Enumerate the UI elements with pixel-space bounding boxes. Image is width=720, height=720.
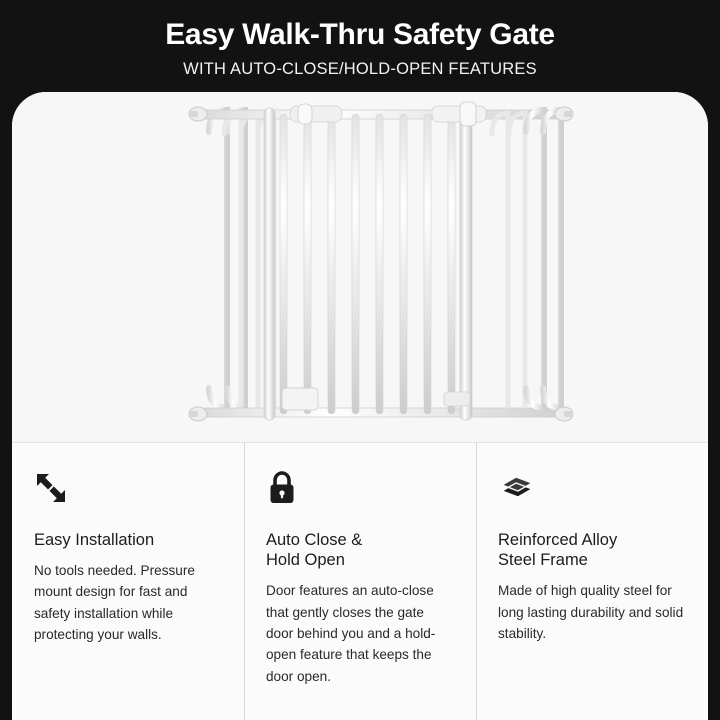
feature-title-line1: Reinforced Alloy [498, 531, 618, 549]
feature-auto-close-hold-open [244, 442, 476, 720]
feature-title: Easy Installation [34, 531, 155, 549]
steel-plates-icon [498, 468, 538, 508]
feature-body: No tools needed. Pressure mount design for fast and safety installation while protecting your walls. [34, 563, 195, 643]
page-title: Easy Walk-Thru Safety Gate [165, 17, 555, 51]
page-subtitle: WITH AUTO-CLOSE/HOLD-OPEN FEATURES [183, 59, 537, 78]
header [0, 0, 720, 92]
feature-title-line1: Auto Close & [266, 531, 363, 549]
feature-easy-installation [12, 442, 244, 720]
safety-gate-product-image [12, 92, 708, 442]
feature-reinforced-alloy-steel-frame [476, 442, 708, 720]
feature-title-line2: Steel Frame [498, 551, 588, 570]
feature-body: Made of high quality steel for long lasting durability and solid stability. [498, 583, 684, 641]
expand-arrows-icon [34, 468, 74, 508]
feature-body: Door features an auto-close that gently closes the gate door behind you and a hold-open feature that keeps the door open. [266, 583, 436, 684]
feature-title [266, 530, 454, 570]
feature-title-line2: Hold Open [266, 551, 345, 570]
feature-title [498, 530, 686, 570]
lock-icon [266, 468, 306, 508]
feature-row [12, 442, 708, 720]
hero-panel [12, 92, 708, 442]
